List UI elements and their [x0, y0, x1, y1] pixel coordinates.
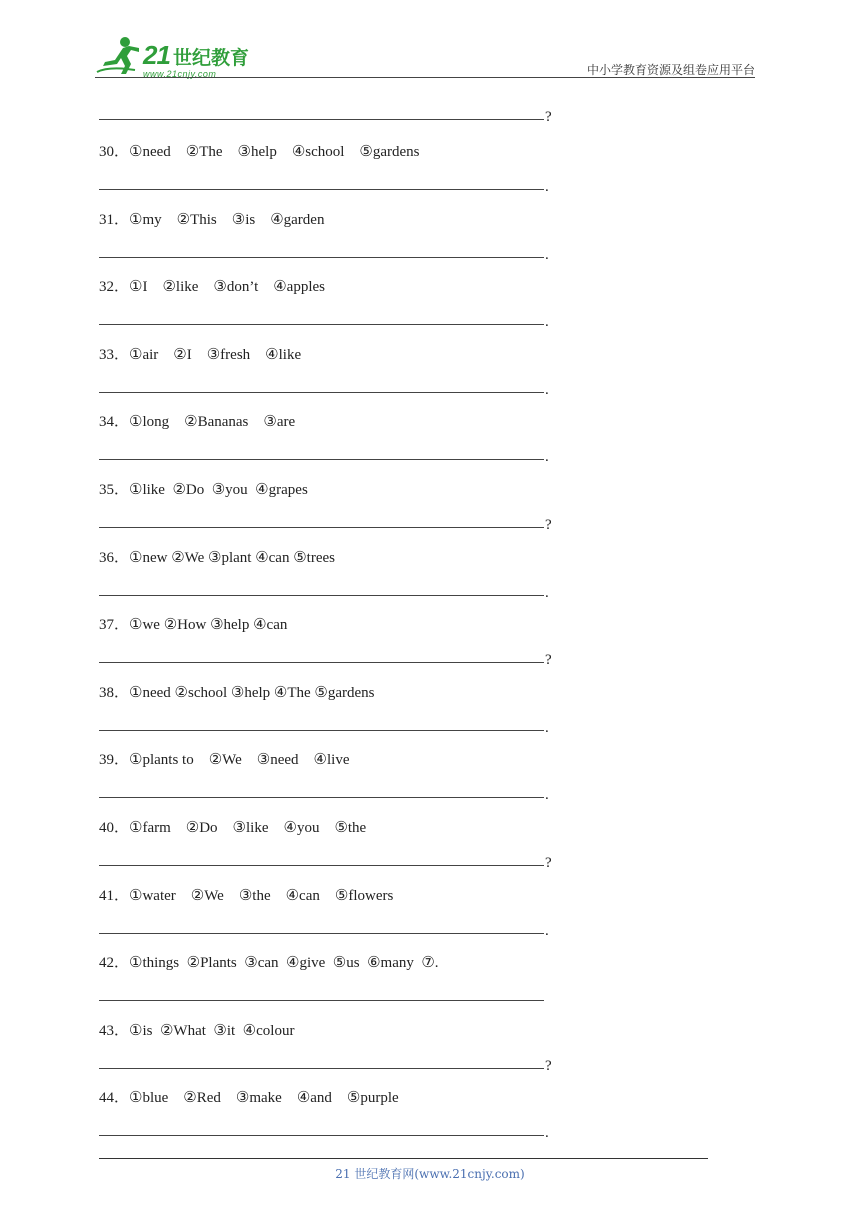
question-item — [99, 546, 335, 567]
question-words: ①like ②Do ③you ④grapes — [129, 482, 308, 498]
answer-line[interactable] — [99, 106, 559, 126]
question-item — [99, 884, 393, 905]
question-item — [99, 275, 325, 296]
question-number: 30． — [99, 144, 130, 160]
runner-logo-icon — [95, 36, 141, 76]
answer-line[interactable] — [99, 244, 559, 264]
answer-blank[interactable] — [99, 189, 544, 190]
question-item — [99, 1019, 294, 1040]
platform-name: 中小学教育资源及组卷应用平台 — [586, 63, 755, 77]
question-words: ①is ②What ③it ④colour — [129, 1023, 295, 1039]
answer-punctuation: . — [545, 585, 549, 601]
answer-line[interactable] — [99, 514, 559, 534]
answer-line[interactable] — [99, 649, 559, 669]
answer-blank[interactable] — [99, 865, 544, 866]
answer-line[interactable] — [99, 379, 559, 399]
question-item — [99, 748, 349, 769]
logo-number: 21 — [143, 40, 170, 70]
question-number: 35． — [99, 482, 130, 498]
question-words: ①blue ②Red ③make ④and ⑤purple — [129, 1090, 399, 1106]
question-item — [99, 410, 295, 431]
answer-blank[interactable] — [99, 119, 544, 120]
answer-punctuation: . — [545, 382, 549, 398]
question-number: 44． — [99, 1090, 130, 1106]
question-number: 36． — [99, 550, 130, 566]
question-item — [99, 681, 375, 702]
question-words: ①water ②We ③the ④can ⑤flowers — [129, 888, 394, 904]
footer-divider — [99, 1158, 708, 1159]
answer-punctuation: . — [545, 787, 549, 803]
question-number: 34． — [99, 414, 130, 430]
question-item — [99, 1086, 399, 1107]
question-words: ①things ②Plants ③can ④give ⑤us ⑥many ⑦. — [129, 955, 439, 971]
question-number: 37． — [99, 617, 130, 633]
question-words: ①need ②school ③help ④The ⑤gardens — [129, 685, 375, 701]
answer-blank[interactable] — [99, 324, 544, 325]
answer-line[interactable] — [99, 784, 559, 804]
question-item — [99, 140, 420, 161]
answer-blank[interactable] — [99, 797, 544, 798]
page-header — [95, 30, 755, 78]
answer-blank[interactable] — [99, 257, 544, 258]
question-words: ①need ②The ③help ④school ⑤gardens — [129, 144, 420, 160]
question-item — [99, 478, 308, 499]
answer-line[interactable] — [99, 176, 559, 196]
question-item — [99, 951, 439, 972]
answer-blank[interactable] — [99, 662, 544, 663]
logo-title: 世纪教育 — [173, 47, 250, 69]
question-item — [99, 816, 366, 837]
question-number: 31． — [99, 212, 130, 228]
question-words: ①new ②We ③plant ④can ⑤trees — [129, 550, 335, 566]
answer-line[interactable] — [99, 920, 559, 940]
answer-punctuation: . — [545, 1125, 549, 1141]
question-words: ①farm ②Do ③like ④you ⑤the — [129, 820, 367, 836]
answer-punctuation: ? — [545, 109, 552, 125]
answer-punctuation: . — [545, 314, 549, 330]
answer-punctuation: . — [545, 179, 549, 195]
question-words: ①I ②like ③don’t ④apples — [129, 279, 326, 295]
answer-punctuation: ? — [545, 517, 552, 533]
question-number: 40． — [99, 820, 130, 836]
answer-blank[interactable] — [99, 459, 544, 460]
answer-line[interactable] — [99, 446, 559, 466]
answer-punctuation: . — [545, 449, 549, 465]
answer-blank[interactable] — [99, 595, 544, 596]
answer-blank[interactable] — [99, 1000, 544, 1001]
question-item — [99, 208, 324, 229]
answer-line[interactable] — [99, 311, 559, 331]
answer-line[interactable] — [99, 582, 559, 602]
question-words: ①long ②Bananas ③are — [129, 414, 296, 430]
question-number: 38． — [99, 685, 130, 701]
answer-line[interactable] — [99, 1055, 559, 1075]
logo-url: www.21cnjy.com — [143, 69, 217, 79]
question-number: 41． — [99, 888, 130, 904]
answer-blank[interactable] — [99, 1068, 544, 1069]
question-number: 43． — [99, 1023, 130, 1039]
question-number: 39． — [99, 752, 130, 768]
question-item — [99, 343, 301, 364]
header-divider — [95, 77, 755, 78]
answer-punctuation: . — [545, 923, 549, 939]
answer-blank[interactable] — [99, 933, 544, 934]
answer-punctuation: . — [545, 247, 549, 263]
answer-blank[interactable] — [99, 1135, 544, 1136]
answer-line[interactable] — [99, 852, 559, 872]
question-words: ①we ②How ③help ④can — [129, 617, 288, 633]
question-number: 33． — [99, 347, 130, 363]
site-logo — [95, 36, 265, 79]
question-words: ①air ②I ③fresh ④like — [129, 347, 302, 363]
question-number: 32． — [99, 279, 130, 295]
answer-blank[interactable] — [99, 392, 544, 393]
question-words: ①my ②This ③is ④garden — [129, 212, 325, 228]
answer-blank[interactable] — [99, 527, 544, 528]
answer-blank[interactable] — [99, 730, 544, 731]
answer-punctuation: ? — [545, 652, 552, 668]
question-item — [99, 613, 287, 634]
footer-text: 21 世纪教育网(www.21cnjy.com) — [335, 1167, 525, 1181]
answer-line[interactable] — [99, 717, 559, 737]
answer-line[interactable] — [99, 987, 559, 1007]
answer-punctuation: ? — [545, 855, 552, 871]
answer-line[interactable] — [99, 1122, 559, 1142]
question-number: 42． — [99, 955, 130, 971]
question-words: ①plants to ②We ③need ④live — [129, 752, 350, 768]
answer-punctuation: ? — [545, 1058, 552, 1074]
answer-punctuation: . — [545, 720, 549, 736]
